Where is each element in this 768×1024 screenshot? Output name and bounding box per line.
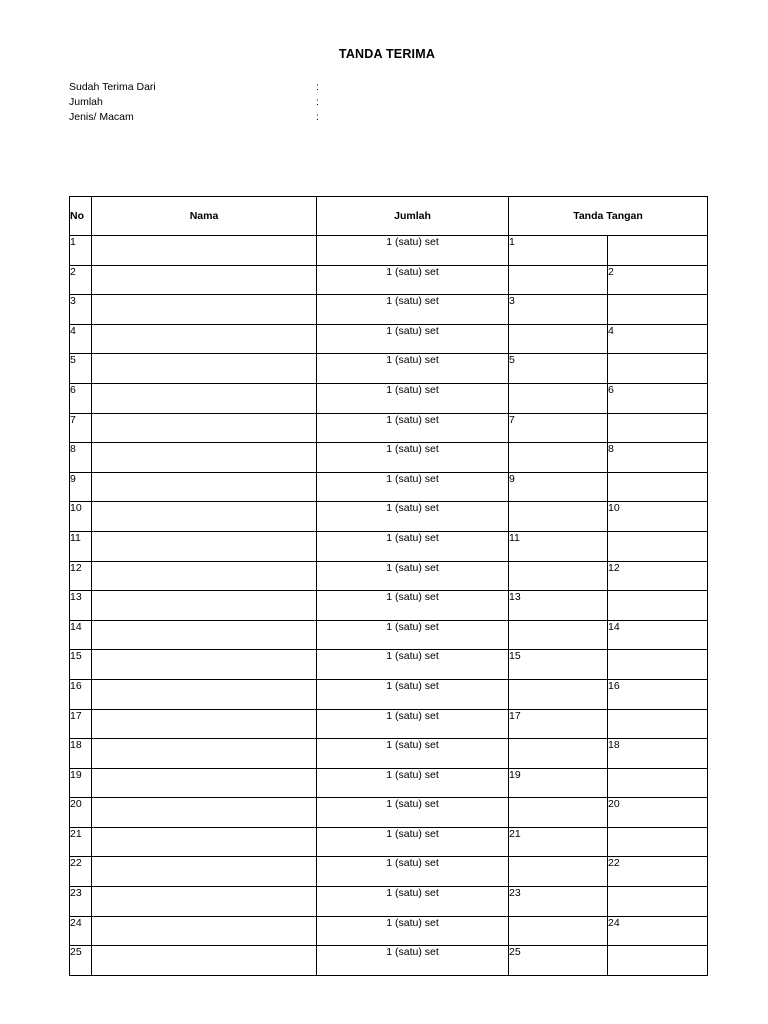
nama-cell[interactable] xyxy=(92,502,317,532)
jumlah-cell: 1 (satu) set xyxy=(317,443,509,473)
signature-left-cell[interactable] xyxy=(509,739,608,769)
nama-cell[interactable] xyxy=(92,739,317,769)
nama-cell[interactable] xyxy=(92,887,317,917)
nama-cell[interactable] xyxy=(92,768,317,798)
info-label: Jumlah xyxy=(69,96,103,108)
row-number-cell: 15 xyxy=(70,650,92,680)
jumlah-cell: 1 (satu) set xyxy=(317,709,509,739)
signature-right-cell[interactable]: 14 xyxy=(608,620,708,650)
jumlah-cell: 1 (satu) set xyxy=(317,916,509,946)
table-row xyxy=(70,768,708,798)
row-number-cell: 6 xyxy=(70,383,92,413)
jumlah-cell: 1 (satu) set xyxy=(317,827,509,857)
signature-right-cell[interactable] xyxy=(608,709,708,739)
jumlah-cell: 1 (satu) set xyxy=(317,650,509,680)
signature-left-cell[interactable]: 23 xyxy=(509,887,608,917)
row-number-cell: 17 xyxy=(70,709,92,739)
table-row xyxy=(70,679,708,709)
table-row xyxy=(70,324,708,354)
signature-left-cell[interactable]: 19 xyxy=(509,768,608,798)
row-number-cell: 21 xyxy=(70,827,92,857)
signature-left-cell[interactable]: 5 xyxy=(509,354,608,384)
nama-cell[interactable] xyxy=(92,827,317,857)
nama-cell[interactable] xyxy=(92,591,317,621)
signature-left-cell[interactable]: 3 xyxy=(509,295,608,325)
signature-right-cell[interactable] xyxy=(608,827,708,857)
table-row xyxy=(70,472,708,502)
jumlah-cell: 1 (satu) set xyxy=(317,502,509,532)
nama-cell[interactable] xyxy=(92,531,317,561)
signature-left-cell[interactable]: 13 xyxy=(509,591,608,621)
table-body xyxy=(70,236,708,976)
info-colon: : xyxy=(316,96,319,108)
jumlah-cell: 1 (satu) set xyxy=(317,383,509,413)
table-row xyxy=(70,827,708,857)
signature-left-cell[interactable]: 25 xyxy=(509,946,608,976)
jumlah-cell: 1 (satu) set xyxy=(317,265,509,295)
table-row xyxy=(70,946,708,976)
signature-left-cell[interactable] xyxy=(509,265,608,295)
row-number-cell: 13 xyxy=(70,591,92,621)
row-number-cell: 14 xyxy=(70,620,92,650)
nama-cell[interactable] xyxy=(92,265,317,295)
signature-left-cell[interactable]: 11 xyxy=(509,531,608,561)
nama-cell[interactable] xyxy=(92,324,317,354)
nama-cell[interactable] xyxy=(92,354,317,384)
table-row xyxy=(70,650,708,680)
signature-left-cell[interactable] xyxy=(509,383,608,413)
jumlah-cell: 1 (satu) set xyxy=(317,679,509,709)
table-row xyxy=(70,265,708,295)
signature-right-cell[interactable]: 20 xyxy=(608,798,708,828)
signature-left-cell[interactable] xyxy=(509,561,608,591)
receipt-table xyxy=(69,196,708,976)
signature-right-cell[interactable] xyxy=(608,768,708,798)
table-row xyxy=(70,739,708,769)
table-row xyxy=(70,531,708,561)
signature-left-cell[interactable]: 15 xyxy=(509,650,608,680)
signature-right-cell[interactable] xyxy=(608,354,708,384)
table-row xyxy=(70,916,708,946)
info-label: Sudah Terima Dari xyxy=(69,81,156,93)
table-row xyxy=(70,443,708,473)
jumlah-cell: 1 (satu) set xyxy=(317,236,509,266)
nama-cell[interactable] xyxy=(92,236,317,266)
nama-cell[interactable] xyxy=(92,472,317,502)
row-number-cell: 25 xyxy=(70,946,92,976)
jumlah-cell: 1 (satu) set xyxy=(317,739,509,769)
signature-right-cell[interactable] xyxy=(608,650,708,680)
nama-cell[interactable] xyxy=(92,413,317,443)
row-number-cell: 3 xyxy=(70,295,92,325)
signature-right-cell[interactable]: 16 xyxy=(608,679,708,709)
nama-cell[interactable] xyxy=(92,443,317,473)
row-number-cell: 10 xyxy=(70,502,92,532)
signature-right-cell[interactable] xyxy=(608,413,708,443)
table-row xyxy=(70,591,708,621)
signature-right-cell[interactable]: 18 xyxy=(608,739,708,769)
signature-left-cell[interactable] xyxy=(509,798,608,828)
signature-right-cell[interactable] xyxy=(608,236,708,266)
table-row xyxy=(70,413,708,443)
row-number-cell: 19 xyxy=(70,768,92,798)
signature-right-cell[interactable]: 12 xyxy=(608,561,708,591)
table-row xyxy=(70,798,708,828)
header-tanda-tangan: Tanda Tangan xyxy=(509,197,708,236)
row-number-cell: 7 xyxy=(70,413,92,443)
signature-right-cell[interactable]: 2 xyxy=(608,265,708,295)
nama-cell[interactable] xyxy=(92,679,317,709)
jumlah-cell: 1 (satu) set xyxy=(317,768,509,798)
signature-right-cell[interactable]: 24 xyxy=(608,916,708,946)
table-row xyxy=(70,295,708,325)
signature-left-cell[interactable] xyxy=(509,916,608,946)
jumlah-cell: 1 (satu) set xyxy=(317,413,509,443)
table-row xyxy=(70,383,708,413)
signature-left-cell[interactable] xyxy=(509,324,608,354)
jumlah-cell: 1 (satu) set xyxy=(317,531,509,561)
jumlah-cell: 1 (satu) set xyxy=(317,620,509,650)
jumlah-cell: 1 (satu) set xyxy=(317,472,509,502)
row-number-cell: 1 xyxy=(70,236,92,266)
row-number-cell: 2 xyxy=(70,265,92,295)
jumlah-cell: 1 (satu) set xyxy=(317,324,509,354)
table-row xyxy=(70,354,708,384)
signature-right-cell[interactable]: 8 xyxy=(608,443,708,473)
jumlah-cell: 1 (satu) set xyxy=(317,561,509,591)
table-row xyxy=(70,561,708,591)
header-jumlah: Jumlah xyxy=(317,197,509,236)
row-number-cell: 4 xyxy=(70,324,92,354)
jumlah-cell: 1 (satu) set xyxy=(317,798,509,828)
header-nama: Nama xyxy=(92,197,317,236)
nama-cell[interactable] xyxy=(92,857,317,887)
info-colon: : xyxy=(316,81,319,93)
nama-cell[interactable] xyxy=(92,798,317,828)
row-number-cell: 22 xyxy=(70,857,92,887)
jumlah-cell: 1 (satu) set xyxy=(317,295,509,325)
nama-cell[interactable] xyxy=(92,916,317,946)
signature-left-cell[interactable]: 21 xyxy=(509,827,608,857)
row-number-cell: 23 xyxy=(70,887,92,917)
table-row xyxy=(70,709,708,739)
jumlah-cell: 1 (satu) set xyxy=(317,857,509,887)
nama-cell[interactable] xyxy=(92,709,317,739)
info-label: Jenis/ Macam xyxy=(69,111,134,123)
signature-left-cell[interactable] xyxy=(509,857,608,887)
row-number-cell: 12 xyxy=(70,561,92,591)
table-header-row xyxy=(70,197,708,236)
jumlah-cell: 1 (satu) set xyxy=(317,887,509,917)
header-no: No xyxy=(70,197,92,236)
jumlah-cell: 1 (satu) set xyxy=(317,591,509,621)
table-row xyxy=(70,236,708,266)
signature-left-cell[interactable]: 1 xyxy=(509,236,608,266)
info-colon: : xyxy=(316,111,319,123)
nama-cell[interactable] xyxy=(92,295,317,325)
signature-right-cell[interactable] xyxy=(608,887,708,917)
signature-left-cell[interactable] xyxy=(509,502,608,532)
row-number-cell: 11 xyxy=(70,531,92,561)
nama-cell[interactable] xyxy=(92,383,317,413)
table-row xyxy=(70,620,708,650)
nama-cell[interactable] xyxy=(92,946,317,976)
jumlah-cell: 1 (satu) set xyxy=(317,354,509,384)
signature-right-cell[interactable] xyxy=(608,946,708,976)
table-row xyxy=(70,887,708,917)
signature-right-cell[interactable]: 4 xyxy=(608,324,708,354)
signature-right-cell[interactable]: 22 xyxy=(608,857,708,887)
document-title: TANDA TERIMA xyxy=(338,47,436,61)
signature-left-cell[interactable] xyxy=(509,443,608,473)
table-row xyxy=(70,502,708,532)
nama-cell[interactable] xyxy=(92,620,317,650)
row-number-cell: 5 xyxy=(70,354,92,384)
row-number-cell: 20 xyxy=(70,798,92,828)
jumlah-cell: 1 (satu) set xyxy=(317,946,509,976)
signature-right-cell[interactable] xyxy=(608,295,708,325)
signature-right-cell[interactable]: 10 xyxy=(608,502,708,532)
signature-left-cell[interactable]: 7 xyxy=(509,413,608,443)
row-number-cell: 9 xyxy=(70,472,92,502)
row-number-cell: 8 xyxy=(70,443,92,473)
signature-left-cell[interactable] xyxy=(509,679,608,709)
row-number-cell: 16 xyxy=(70,679,92,709)
signature-right-cell[interactable]: 6 xyxy=(608,383,708,413)
signature-left-cell[interactable]: 9 xyxy=(509,472,608,502)
table-row xyxy=(70,857,708,887)
row-number-cell: 24 xyxy=(70,916,92,946)
signature-right-cell[interactable] xyxy=(608,531,708,561)
signature-left-cell[interactable]: 17 xyxy=(509,709,608,739)
nama-cell[interactable] xyxy=(92,650,317,680)
row-number-cell: 18 xyxy=(70,739,92,769)
signature-left-cell[interactable] xyxy=(509,620,608,650)
signature-right-cell[interactable] xyxy=(608,591,708,621)
nama-cell[interactable] xyxy=(92,561,317,591)
signature-right-cell[interactable] xyxy=(608,472,708,502)
